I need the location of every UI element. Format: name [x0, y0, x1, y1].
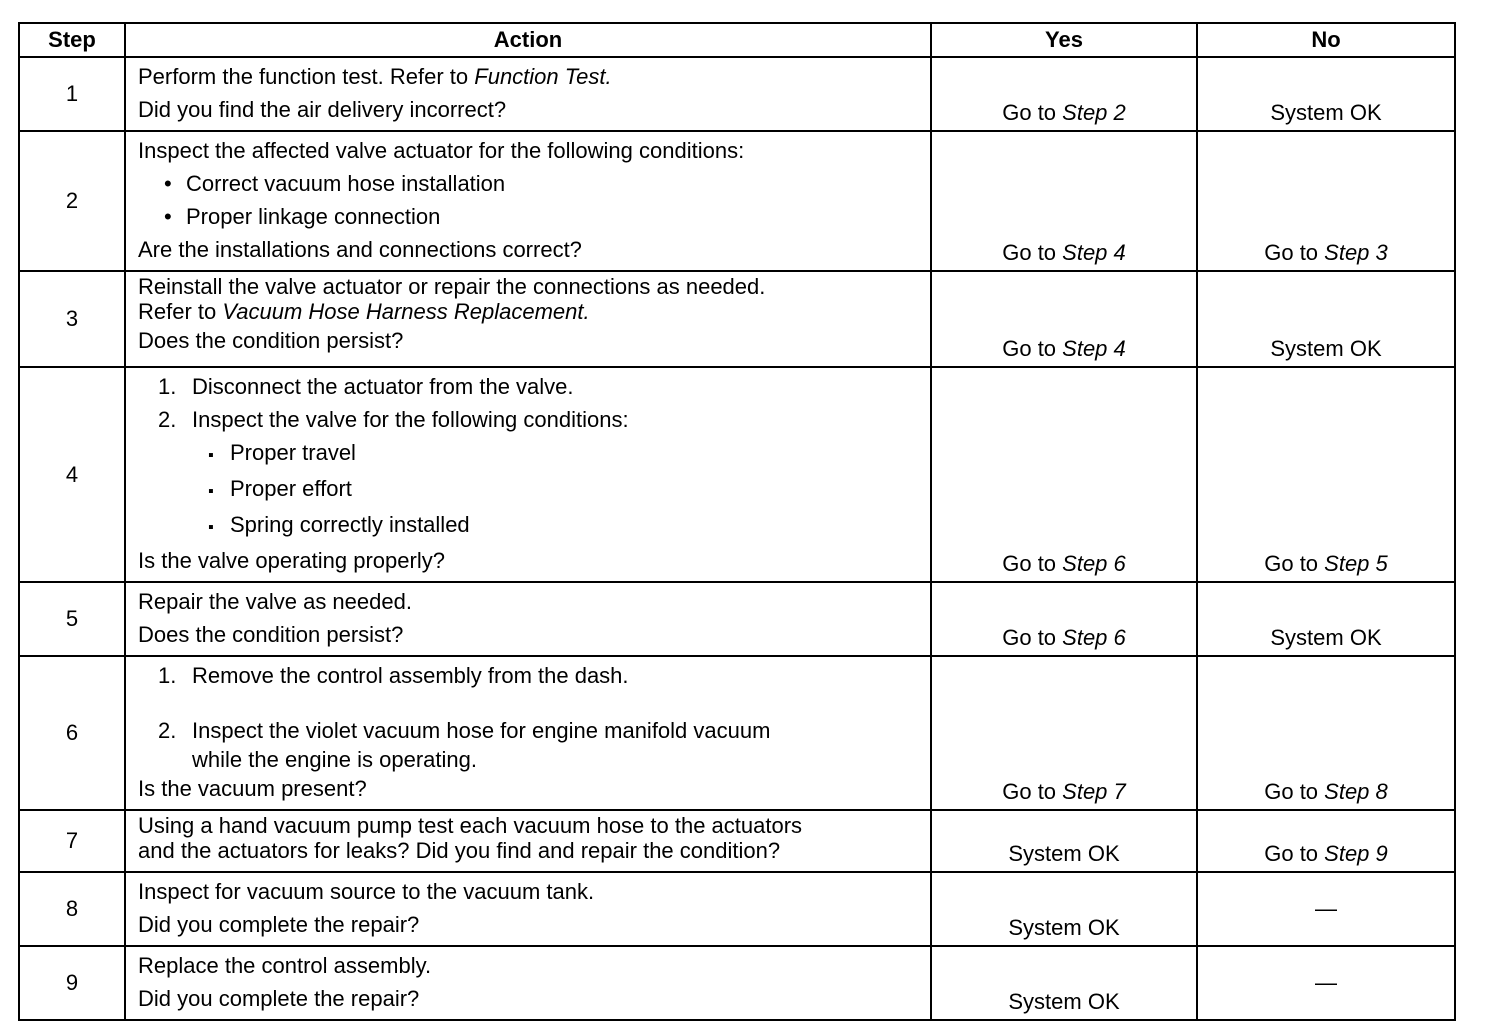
action-cell [125, 810, 931, 872]
step-number: 5 [19, 582, 125, 656]
action-question: Is the vacuum present? [138, 776, 367, 801]
yes-result: System OK [931, 946, 1197, 1020]
no-result: System OK [1197, 582, 1455, 656]
action-line: and the actuators for leaks? Did you find and repair the condition? [138, 838, 781, 863]
action-cell [125, 57, 931, 131]
action-question: Does the condition persist? [138, 622, 404, 647]
numbered-item: 2. Inspect the valve for the following conditions: [158, 407, 629, 432]
action-question: Did you find the air delivery incorrect? [138, 97, 507, 122]
table-row [19, 810, 1455, 872]
yes-result: System OK [931, 810, 1197, 872]
table-row [19, 57, 1455, 131]
header-row [19, 23, 1455, 57]
step-number: 4 [19, 367, 125, 582]
step-number: 2 [19, 131, 125, 271]
table-row [19, 946, 1455, 1020]
action-question: Does the condition persist? [138, 328, 404, 353]
yes-result: Go to Step 7 [931, 656, 1197, 810]
step-number: 6 [19, 656, 125, 810]
action-question: Did you complete the repair? [138, 986, 420, 1011]
action-cell [125, 131, 931, 271]
no-result: System OK [1197, 57, 1455, 131]
action-question: Is the valve operating properly? [138, 548, 445, 573]
yes-result: Go to Step 4 [931, 131, 1197, 271]
no-result: — [1197, 946, 1455, 1020]
step-number: 8 [19, 872, 125, 946]
step-number: 3 [19, 271, 125, 367]
step-number: 1 [19, 57, 125, 131]
action-cell [125, 946, 931, 1020]
action-line: Replace the control assembly. [138, 953, 432, 978]
sub-bullet-item: ▪ Spring correctly installed [138, 508, 918, 544]
table-row [19, 582, 1455, 656]
action-cell [125, 872, 931, 946]
table-row [19, 656, 1455, 810]
sub-bullet-item: ▪ Proper effort [138, 472, 918, 508]
action-line: Inspect for vacuum source to the vacuum tank. [138, 879, 595, 904]
diagnostic-table [18, 22, 1456, 1021]
action-cell [125, 271, 931, 367]
action-question: Are the installations and connections correct? [138, 237, 582, 262]
no-result: System OK [1197, 271, 1455, 367]
bullet-item: • Proper linkage connection [138, 200, 918, 233]
action-line: Reinstall the valve actuator or repair the connections as needed. [138, 274, 766, 299]
sub-bullet-item: ▪ Proper travel [138, 436, 918, 472]
action-line: Repair the valve as needed. [138, 589, 412, 614]
action-line: Using a hand vacuum pump test each vacuum hose to the actuators [138, 813, 803, 838]
yes-result: Go to Step 4 [931, 271, 1197, 367]
action-cell [125, 656, 931, 810]
action-line: Refer to Vacuum Hose Harness Replacement. [138, 299, 590, 324]
no-result: Go to Step 8 [1197, 656, 1455, 810]
no-result: Go to Step 5 [1197, 367, 1455, 582]
numbered-item-continuation: while the engine is operating. [192, 747, 477, 772]
table-row [19, 271, 1455, 367]
action-line: Perform the function test. Refer to Function Test. [138, 64, 612, 89]
step-number: 9 [19, 946, 125, 1020]
no-result: — [1197, 872, 1455, 946]
bullet-item: • Correct vacuum hose installation [138, 167, 918, 200]
table-row [19, 872, 1455, 946]
header-no: No [1197, 23, 1455, 57]
yes-result: Go to Step 6 [931, 367, 1197, 582]
action-cell [125, 367, 931, 582]
yes-result: Go to Step 2 [931, 57, 1197, 131]
no-result: Go to Step 9 [1197, 810, 1455, 872]
no-result: Go to Step 3 [1197, 131, 1455, 271]
table-row [19, 131, 1455, 271]
yes-result: System OK [931, 872, 1197, 946]
header-action: Action [125, 23, 931, 57]
header-step: Step [19, 23, 125, 57]
header-yes: Yes [931, 23, 1197, 57]
step-number: 7 [19, 810, 125, 872]
yes-result: Go to Step 6 [931, 582, 1197, 656]
numbered-item: 2. Inspect the violet vacuum hose for engine manifold vacuum [158, 718, 771, 743]
table-row [19, 367, 1455, 582]
numbered-item: 1. Remove the control assembly from the dash. [158, 663, 629, 688]
spacer [138, 692, 918, 714]
numbered-item: 1. Disconnect the actuator from the valve. [158, 374, 574, 399]
action-cell [125, 582, 931, 656]
action-line: Inspect the affected valve actuator for the following conditions: [138, 138, 745, 163]
action-question: Did you complete the repair? [138, 912, 420, 937]
